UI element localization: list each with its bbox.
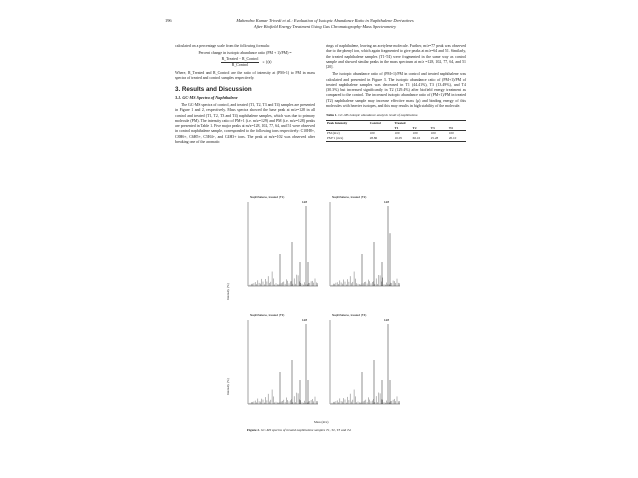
equation-fraction: [221, 57, 260, 69]
panel-title: Naphthalene, treated (T4): [332, 313, 367, 317]
paragraph: Where, R_Treated and R_Control are the ratio of intensity at (PM+1) to PM in mass spectra of treated and control samples respectively.: [175, 71, 315, 81]
table-cell: 20.10: [448, 136, 466, 141]
table-subheader: T1: [394, 126, 412, 131]
table-subheader: T3: [430, 126, 448, 131]
table-cell: 100: [412, 131, 418, 136]
table-caption-text: GC-MS isotopic abundance analysis result of naphthalene.: [338, 113, 419, 117]
panel-title: Naphthalene, treated (T3): [250, 313, 285, 317]
table-subheader: T2: [412, 126, 430, 131]
table-cell: 100: [448, 131, 454, 136]
axis-line: [330, 202, 400, 286]
table-cell: PM+1 (m/z): [326, 136, 369, 141]
spectrum-panel-t4: [322, 312, 402, 412]
table-caption-label: Table 1.: [326, 113, 338, 117]
table-cell: 16.05: [394, 136, 412, 141]
equation: [175, 51, 315, 68]
plot-axes: [330, 320, 400, 404]
spectrum-peaks: [332, 206, 400, 286]
spectrum-peaks: [250, 206, 318, 286]
table-row: [326, 136, 466, 141]
table-cell: 66.16: [412, 136, 430, 141]
base-peak-label: 128: [384, 200, 390, 204]
figure-ylabel: Intensity (%): [226, 283, 230, 300]
paragraph: The GC-MS spectra of control, and treated (T1, T2, T3 and T4) samples are presented in Figure 1 and 2, respectively. Mass spectra showed the base peak at m/z=128 in all control and treated (T1, T2, T3 and T4) naphthalene samples, which was due to primary molecule (PM). The intensity ratio of PM+1 (i.e. m/z=129) and PM (i.e. m/z=128) peaks are presented in Table 1. Five major peaks at m/z=128, 102, 77, 64, and 51 were observed in control naphthalene sample, corresponded to the following ions respectively: C10H8+, C8H6+, C6H5+, C5H4+, and C4H3+ ions. The peak at m/z=102 was observed after breaking one of the aromatic: [175, 103, 315, 144]
base-peak-label: 128: [302, 200, 308, 204]
table-header-peak: Peak Intensity: [326, 121, 369, 126]
spectrum-plot: [322, 194, 402, 294]
spectrum-peaks: [332, 324, 400, 404]
spectrum-peaks: [250, 324, 318, 404]
plot-axes: [248, 202, 318, 286]
table-cell: 25.28: [430, 136, 448, 141]
spectrum-plot: [240, 194, 320, 294]
running-title-2: After Biofield Energy Treatment Using Gas Chromatography-Mass Spectrometry: [253, 23, 397, 29]
plot-axes: [330, 202, 400, 286]
spectrum-panel-t3: [240, 312, 320, 412]
equation-intro: Percent change in isotopic abundance ratio (PM + 1)/PM) =: [198, 51, 292, 56]
figure-caption-text: GC-MS spectra of treated naphthalene samples T1, T2, T3 and T4.: [260, 428, 352, 432]
table-cell: 100: [369, 131, 375, 136]
figure-caption-label: Figure 2.: [247, 428, 260, 432]
paragraph: The isotopic abundance ratio of (PM+1)/PM in control and treated naphthalene was calculated and presented in Figure 3. The isotopic abundance ratio of (PM+1)/PM of treated naphthalene samples was decreased in T1 (44.41%), T3 (13.49%), and T4 (30.3%) but increased significantly in T2 (129.4%) after biofield energy treatment as compared to the control. The increased isotopic abundance ratio of (PM+1)/PM in treated (T2) naphthalene sample may increase effective mass (μ) and binding energy of this molecules with heavier isotopes, and this may results in high stability of the molecule.: [326, 72, 466, 108]
panel-title: Naphthalene, treated (T1): [250, 195, 285, 199]
left-column: [175, 44, 315, 147]
table-subheader: T4: [448, 126, 466, 131]
isotopic-abundance-table: [326, 120, 466, 141]
axis-line: [330, 320, 400, 404]
figure-xlabel: Mass (m/z): [314, 420, 329, 424]
table-cell: 100: [394, 131, 400, 136]
base-peak-label: 128: [384, 318, 390, 322]
table-cell: PM (m/z): [327, 131, 340, 136]
figure-caption: [247, 428, 351, 432]
axis-line: [248, 320, 318, 404]
plot-axes: [248, 320, 318, 404]
axis-line: [248, 202, 318, 286]
right-column: [326, 44, 466, 142]
table-header-treated: Treated: [394, 121, 466, 126]
table-header-control: Control: [369, 121, 394, 126]
spectrum-plot: [322, 312, 402, 412]
running-title-1: Mahendra Kumar Trivedi et al.: Evaluation of Isotopic Abundance Ratio in Naphthalene Derivatives: [236, 18, 414, 23]
spectrum-panel-t2: [322, 194, 402, 294]
table-cell: 100: [430, 131, 436, 136]
spectrum-plot: [240, 312, 320, 412]
running-header: [165, 18, 475, 29]
equation-numerator: R_Treated − R_Control: [221, 57, 260, 63]
paragraph: rings of naphthalene, leaving an acetylene molecule. Further, m/z=77 peak was observed due to the phenyl ion, which again fragmented to give peaks at m/z=64 and 51. Similarly, the treated naphthalene samples (T1-T4) were fragmented in the same way as control sample and showed similar peaks in the mass spectrum at m/z =128, 102, 77, 64, and 51 [20].: [326, 44, 466, 69]
table-cell: 28.86: [369, 136, 394, 141]
section-heading: 3. Results and Discussion: [175, 85, 252, 93]
panel-title: Naphthalene, treated (T2): [332, 195, 367, 199]
subsection-heading: 3.1. GC-MS Spectra of Naphthalene: [175, 94, 238, 100]
spectrum-panel-t1: [240, 194, 320, 294]
paragraph: calculated on a percentage scale from the following formula:: [175, 44, 270, 48]
equation-tail: × 100: [262, 60, 272, 65]
equation-denominator: R_Control: [231, 62, 249, 67]
base-peak-label: 128: [302, 318, 308, 322]
page-number: 196: [165, 18, 172, 23]
table-caption: [326, 113, 466, 118]
figure-ylabel: Intensity (%): [226, 378, 230, 395]
